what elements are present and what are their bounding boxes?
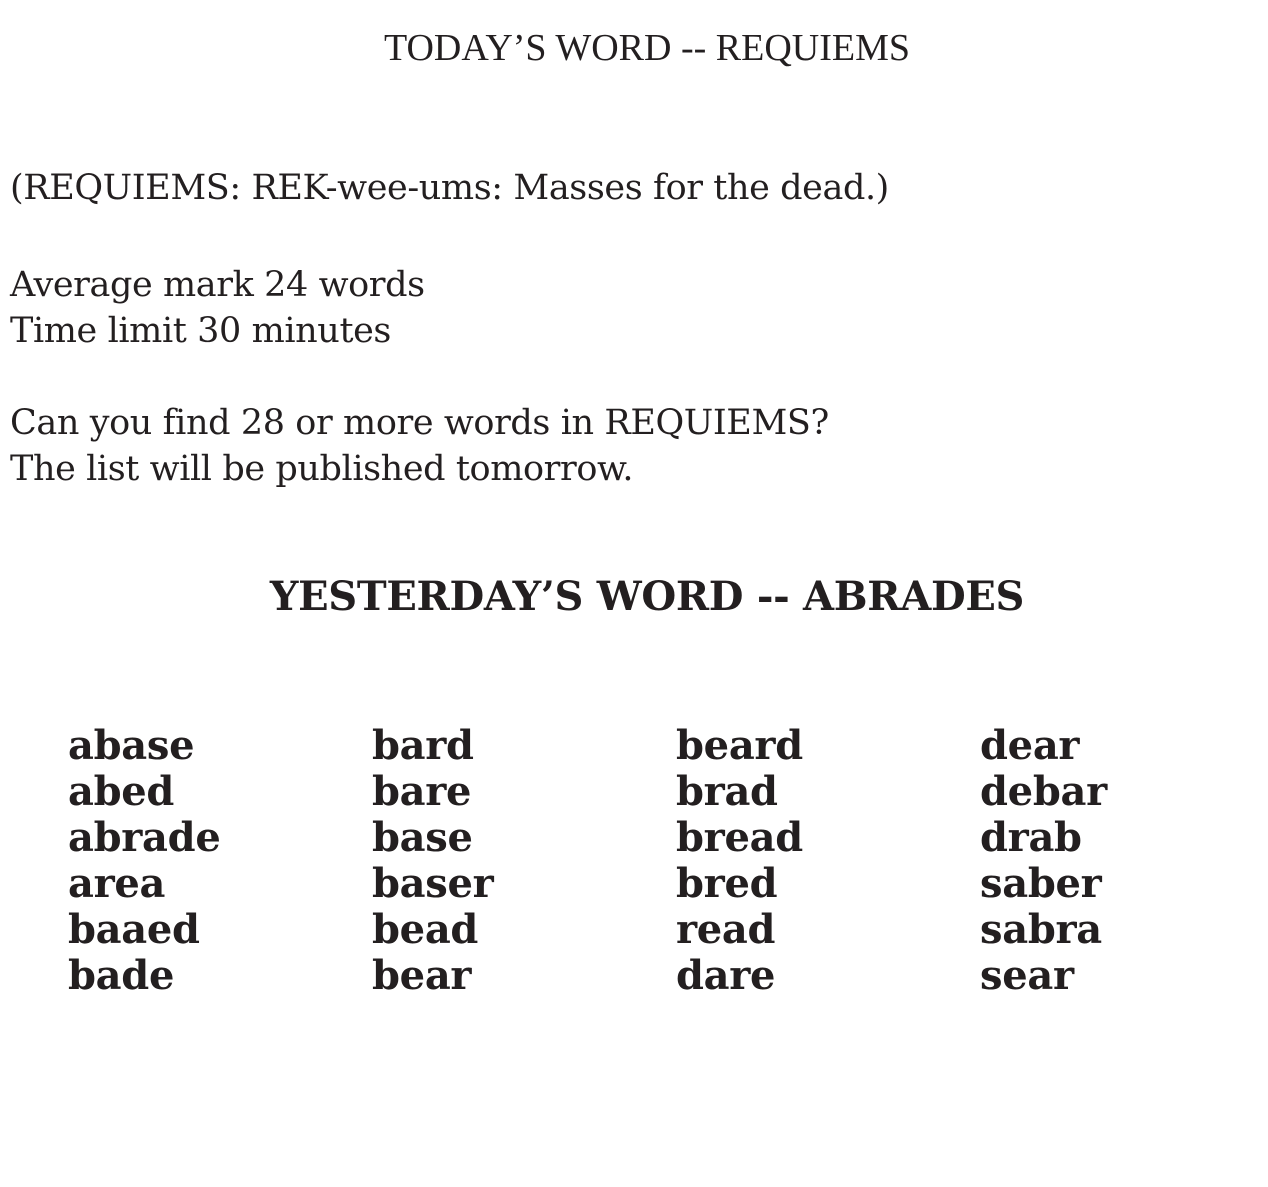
publish-note: The list will be published tomorrow. xyxy=(10,449,634,489)
time-limit: Time limit 30 minutes xyxy=(10,311,391,351)
puzzle-stats xyxy=(10,262,425,354)
answer-word: abed xyxy=(68,768,175,815)
answer-word: bard xyxy=(372,722,474,769)
answer-word: saber xyxy=(980,860,1102,907)
answer-word: dear xyxy=(980,722,1080,769)
answer-word: baser xyxy=(372,860,494,907)
answer-word: beard xyxy=(676,722,803,769)
average-mark: Average mark 24 words xyxy=(10,265,425,305)
answer-word: bade xyxy=(68,952,175,999)
answer-word: sabra xyxy=(980,906,1102,953)
answer-word: base xyxy=(372,814,473,861)
answer-word: bead xyxy=(372,906,479,953)
answer-word: sear xyxy=(980,952,1074,999)
answer-word: bear xyxy=(372,952,472,999)
answer-word: read xyxy=(676,906,776,953)
answer-word: bread xyxy=(676,814,803,861)
puzzle-challenge xyxy=(10,400,829,492)
answer-word: area xyxy=(68,860,166,907)
answer-word: abase xyxy=(68,722,195,769)
word-column-1 xyxy=(68,723,368,999)
answer-word: bred xyxy=(676,860,778,907)
answer-word: dare xyxy=(676,952,776,999)
word-column-2 xyxy=(372,723,672,999)
answer-word-list xyxy=(68,723,1268,1003)
answer-word: abrade xyxy=(68,814,221,861)
word-definition: (REQUIEMS: REK-wee-ums: Masses for the dead.) xyxy=(10,168,889,208)
answer-word: brad xyxy=(676,768,778,815)
answer-word: bare xyxy=(372,768,472,815)
word-column-4 xyxy=(980,723,1268,999)
answer-word: baaed xyxy=(68,906,200,953)
answer-word: debar xyxy=(980,768,1107,815)
answer-word: drab xyxy=(980,814,1082,861)
todays-word-heading: TODAY’S WORD -- REQUIEMS xyxy=(383,27,911,69)
word-column-3 xyxy=(676,723,976,999)
yesterdays-word-heading: YESTERDAY’S WORD -- ABRADES xyxy=(269,573,1025,620)
challenge-question: Can you find 28 or more words in REQUIEMS? xyxy=(10,403,829,443)
